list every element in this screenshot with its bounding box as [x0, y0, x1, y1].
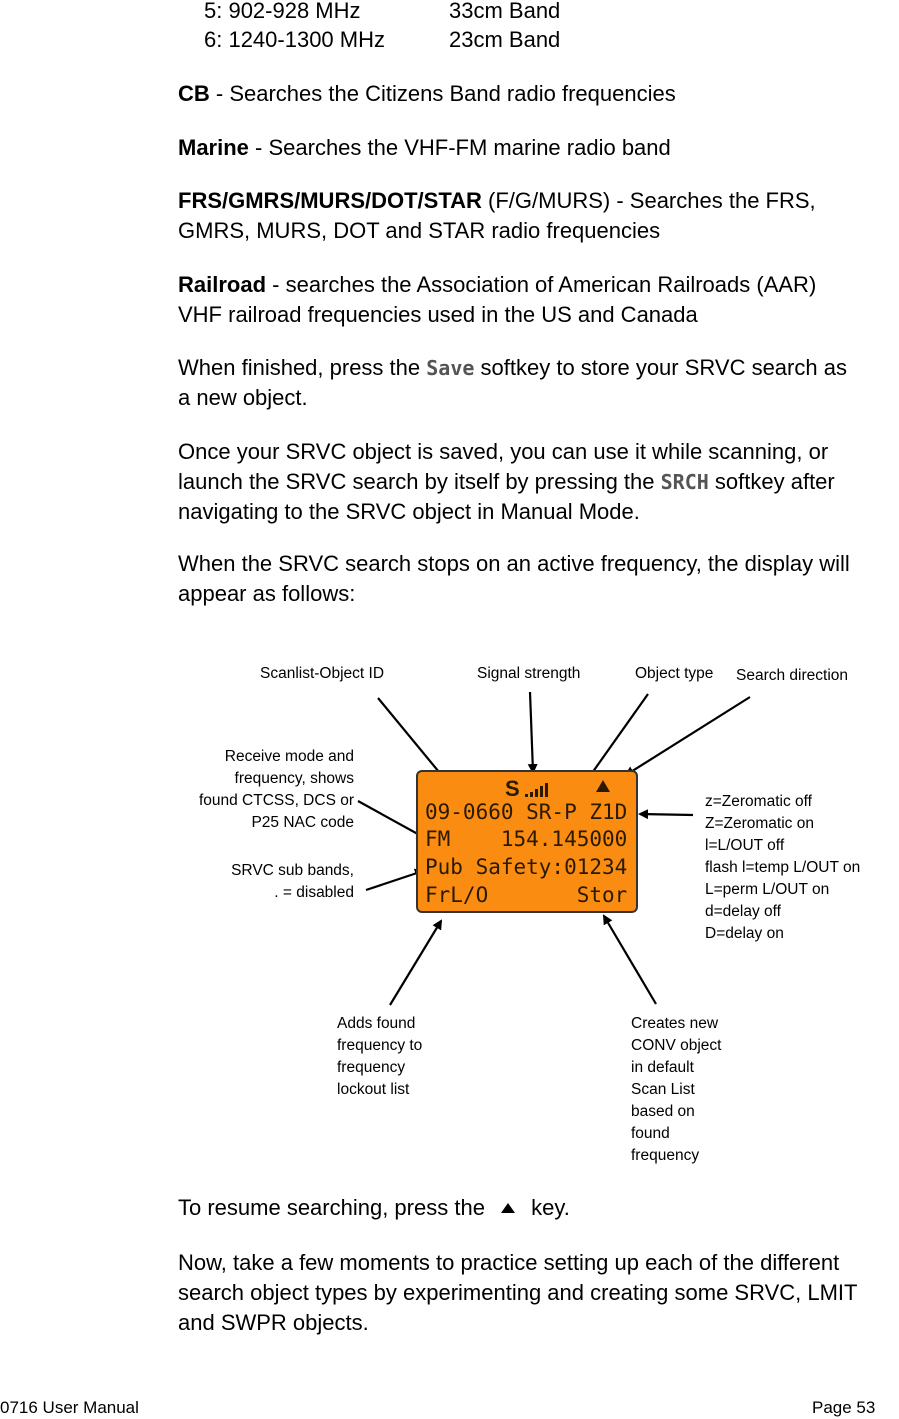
srch-softkey: SRCH	[660, 470, 709, 494]
desc-railroad: - searches the Association of American Railroads (AAR) VHF railroad frequencies used in the US and Canada	[178, 272, 817, 327]
label-line: d=delay off	[705, 903, 781, 920]
label-line: frequency, shows	[234, 770, 354, 787]
paragraph-now	[178, 1248, 858, 1338]
signal-letter: S	[505, 776, 520, 801]
label-line: frequency	[631, 1147, 700, 1164]
label-search-direction: Search direction	[736, 667, 849, 684]
label-srvc-sub	[170, 860, 354, 904]
label-line: Z=Zeromatic on	[705, 815, 814, 832]
arrow-zeromatic	[640, 814, 693, 815]
arrow-signal	[530, 692, 533, 772]
desc-cb: - Searches the Citizens Band radio frequencies	[209, 81, 676, 106]
label-line: SRVC sub bands,	[231, 862, 354, 879]
label-creates-new	[631, 1013, 721, 1167]
arrow-search-direction	[626, 697, 750, 775]
arrow-receive-mode	[358, 801, 425, 838]
desc-frs: (F/G/MURS) - Searches the FRS, GMRS, MURS, DOT and STAR radio frequencies	[178, 188, 816, 243]
band-name: 23cm Band	[449, 27, 561, 52]
lcd-line-3: Pub Safety:01234	[425, 855, 628, 879]
band-range: 6: 1240-1300 MHz	[204, 27, 385, 52]
when-text: When the SRVC search stops on an active frequency, the display will appear as follows:	[178, 551, 850, 606]
label-line: . = disabled	[274, 884, 354, 901]
lcd-line-4: FrL/O Stor	[425, 883, 628, 907]
label-line: found CTCSS, DCS or	[198, 792, 354, 809]
band-range: 5: 902-928 MHz	[204, 0, 361, 23]
footer-manual-title: 0716 User Manual	[0, 1398, 139, 1417]
label-line: Adds found	[337, 1015, 416, 1032]
label-adds-found	[337, 1013, 422, 1101]
arrow-srvc-sub	[366, 871, 423, 890]
label-line: lockout list	[337, 1081, 410, 1098]
label-receive-mode	[170, 746, 354, 834]
resume-text-before: To resume searching, press the	[178, 1195, 492, 1220]
label-line: in default	[631, 1059, 694, 1076]
now-text: Now, take a few moments to practice setting up each of the different search object types by experimenting and creating some SRVC, LMIT and SWPR objects.	[178, 1250, 858, 1335]
label-line: L=perm L/OUT on	[705, 881, 830, 898]
search-direction-up-icon	[594, 778, 612, 794]
lcd-line-2: FM 154.145000	[425, 827, 628, 851]
label-line: frequency	[337, 1059, 406, 1076]
label-object-type: Object type	[635, 665, 714, 682]
save-text-before: When finished, press the	[178, 355, 427, 380]
label-line: l=L/OUT off	[705, 837, 785, 854]
band-name: 33cm Band	[449, 0, 561, 23]
label-line: Scan List	[631, 1081, 695, 1098]
label-line: based on	[631, 1103, 695, 1120]
label-line: found	[631, 1125, 670, 1142]
label-line: Receive mode and	[224, 748, 354, 765]
lcd-display	[416, 770, 638, 913]
save-text-after: softkey to store your SRVC search as a new object.	[178, 355, 847, 410]
label-line: D=delay on	[705, 925, 784, 942]
label-scanlist-id: Scanlist-Object ID	[260, 665, 385, 682]
arrow-creates-new	[604, 916, 656, 1004]
up-arrow-key-icon	[499, 1201, 517, 1215]
label-line: frequency to	[337, 1037, 423, 1054]
label-line: flash l=temp L/OUT on	[705, 859, 861, 876]
label-line: CONV object	[631, 1037, 722, 1054]
signal-bars-icon	[523, 780, 563, 800]
label-zeromatic	[705, 791, 860, 945]
save-softkey: Save	[426, 356, 475, 380]
once-text-before: Once your SRVC object is saved, you can use it while scanning, or launch the SRVC search by itself by pressing the	[178, 439, 829, 494]
term-marine: Marine	[178, 135, 249, 160]
signal-indicator	[505, 778, 585, 802]
footer-page-number: Page 53	[812, 1398, 876, 1417]
term-frs: FRS/GMRS/MURS/DOT/STAR	[178, 188, 482, 213]
arrow-adds-found	[390, 921, 441, 1005]
paragraph-resume	[178, 1193, 899, 1223]
once-text-after: softkey after navigating to the SRVC object in Manual Mode.	[178, 469, 835, 524]
label-signal-strength: Signal strength	[477, 665, 581, 682]
term-railroad: Railroad	[178, 272, 267, 297]
label-line: Creates new	[631, 1015, 719, 1032]
desc-marine: - Searches the VHF-FM marine radio band	[248, 135, 671, 160]
label-line: P25 NAC code	[251, 814, 354, 831]
label-line: z=Zeromatic off	[705, 793, 812, 810]
lcd-line-1: 09-0660 SR-P Z1D	[425, 800, 628, 824]
term-cb: CB	[178, 81, 210, 106]
resume-text-after: key.	[525, 1195, 570, 1220]
